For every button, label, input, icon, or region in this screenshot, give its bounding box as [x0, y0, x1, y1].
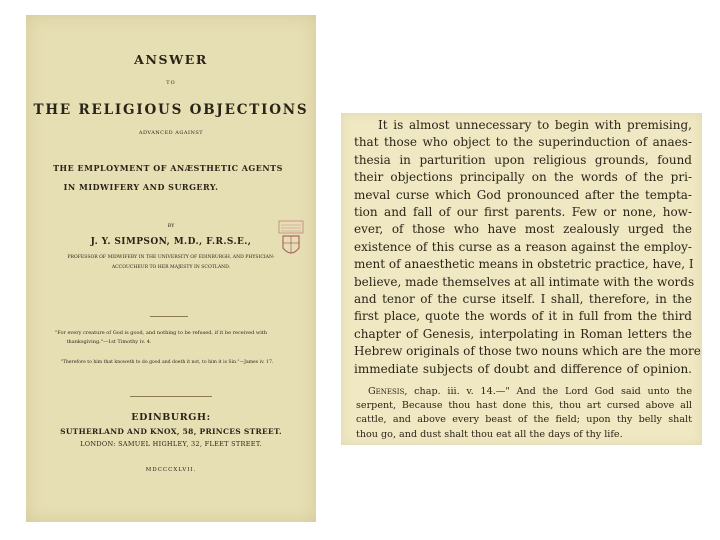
epigraph-quote-2: "Therefore to him that knoweth to do good and doeth it not, to him it is Sin."—James iv. 17.	[60, 360, 274, 365]
title-subtitle-2: IN MIDWIFERY AND SURGERY.	[63, 182, 219, 192]
body-line: believe, made themselves at all intimate with the words	[354, 274, 695, 289]
body-line: ment of anaesthetic means in obstetric practice, have, I	[354, 257, 694, 272]
body-line: their objections principally on the words of the pri-	[354, 170, 692, 185]
body-line: ever, of those who have most zealously urged the	[354, 222, 692, 237]
title-by: BY	[167, 223, 175, 229]
divider-rule-2	[130, 396, 212, 397]
body-line: and tenor of the curse itself. I shall, therefore, in the	[354, 292, 692, 307]
text-page	[341, 113, 702, 445]
title-author-title-2: ACCOUCHEUR TO HER MAJESTY IN SCOTLAND.	[111, 265, 231, 270]
footnote-line: serpent, Because thou hast done this, thou art cursed above all	[356, 400, 692, 412]
body-line: meval curse which God pronounced after the tempta-	[354, 187, 692, 202]
title-to: TO	[166, 80, 176, 86]
title-main: THE RELIGIOUS OBJECTIONS	[33, 102, 309, 118]
epigraph-quote-1a: "For every creature of God is good, and nothing to be refused, if it be received with	[54, 330, 268, 336]
footnote	[356, 385, 692, 442]
footnote-line-1-text: , chap. iii. v. 14.—" And the Lord God said unto the	[404, 386, 692, 397]
epigraph-quote-1b: thanksgiving."—1st Timothy iv. 4.	[66, 339, 152, 345]
footnote-line	[356, 385, 692, 399]
body-line: existence of this curse as a reason against the employ-	[354, 239, 692, 254]
title-subtitle-1: THE EMPLOYMENT OF ANÆSTHETIC AGENTS	[53, 163, 283, 173]
imprint-publisher-1: SUTHERLAND AND KNOX, 58, PRINCES STREET.	[60, 427, 282, 436]
body-line: that those who object to the superinduction of anaes-	[354, 135, 692, 150]
title-advanced-against: ADVANCED AGAINST	[138, 130, 204, 136]
body-line: tion and fall of our first parents. Few or none, how-	[354, 205, 692, 220]
footnote-line: cattle, and above every beast of the field; upon thy belly shalt	[356, 414, 692, 426]
footnote-ref: Genesis	[368, 386, 405, 397]
library-stamp-icon	[278, 220, 304, 260]
title-answer: ANSWER	[134, 52, 208, 67]
body-line: It is almost unnecessary to begin with premising,	[378, 118, 692, 132]
divider-rule	[150, 316, 188, 317]
imprint-publisher-2: LONDON: SAMUEL HIGHLEY, 32, FLEET STREET.	[80, 440, 262, 448]
body-line: immediate subjects of doubt and difference of opinion.	[354, 361, 692, 376]
title-page	[26, 15, 316, 522]
body-line: chapter of Genesis, interpolating in Roman letters the	[354, 326, 692, 341]
title-author: J. Y. SIMPSON, M.D., F.R.S.E.,	[90, 237, 252, 247]
body-line: first place, quote the words of it in full from the third	[354, 309, 692, 324]
body-line: thesia in parturition upon religious grounds, found	[354, 152, 692, 167]
body-paragraph	[354, 117, 701, 378]
imprint-city: EDINBURGH:	[131, 412, 211, 423]
title-author-title-1: PROFESSOR OF MIDWIFERY IN THE UNIVERSITY OF EDINBURGH, AND PHYSICIAN-	[67, 255, 275, 260]
body-line: Hebrew originals of those two nouns which are the more	[354, 344, 701, 359]
footnote-line: thou go, and dust shalt thou eat all the days of thy life.	[356, 428, 623, 440]
imprint-year: MDCCCXLVII.	[145, 467, 197, 473]
